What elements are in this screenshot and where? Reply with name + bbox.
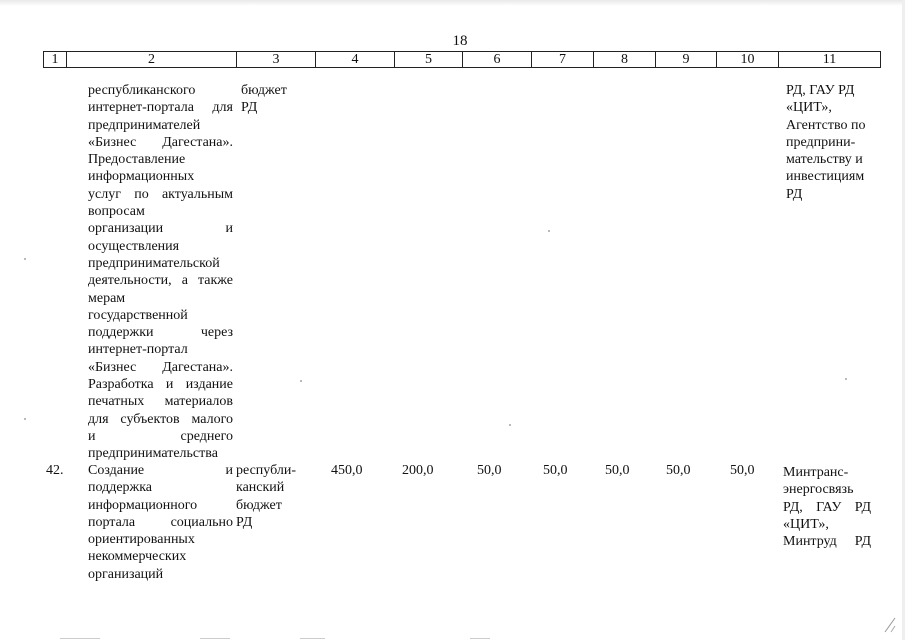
funding-line: бюджет xyxy=(236,497,282,513)
continued-row-executors xyxy=(786,82,882,203)
row-42-year-5: 50,0 xyxy=(666,463,691,478)
row-42-number: 42. xyxy=(46,463,64,478)
desc-line: поддержка xyxy=(88,480,153,496)
scan-speck xyxy=(548,230,550,232)
desc-line: организации и xyxy=(88,221,233,237)
scan-speck xyxy=(509,424,511,426)
executor-line: энергосвязь xyxy=(783,482,854,498)
funding-line: республи- xyxy=(236,463,296,478)
row-42-funding xyxy=(236,462,308,531)
desc-line: интернет-портал xyxy=(88,342,188,358)
row-42-year-4: 50,0 xyxy=(605,463,630,478)
bottom-scan-marks xyxy=(0,636,905,640)
row-42-description xyxy=(88,462,233,583)
header-col-11: 11 xyxy=(778,52,881,67)
desc-line: мерам xyxy=(88,290,126,306)
desc-line: и среднего xyxy=(88,428,233,444)
scan-speck xyxy=(24,258,26,260)
executor-line: Минтруд РД xyxy=(783,534,871,550)
desc-line: вопросам xyxy=(88,204,145,220)
executor-line: РД xyxy=(786,186,803,202)
desc-line: поддержки через xyxy=(88,325,233,341)
corner-scan-mark xyxy=(883,616,897,634)
executor-line: предприни- xyxy=(786,134,856,150)
funding-line: РД xyxy=(236,514,253,530)
desc-line: для субъектов малого xyxy=(88,411,233,427)
desc-line: деятельности, а также xyxy=(88,273,233,289)
scan-speck xyxy=(24,418,26,420)
row-42-year-3: 50,0 xyxy=(543,463,568,478)
header-col-4: 4 xyxy=(315,52,394,67)
header-col-6: 6 xyxy=(462,52,531,67)
executor-line: РД, ГАУ РД xyxy=(783,499,871,515)
desc-line: осуществления xyxy=(88,238,180,254)
row-42-executors xyxy=(783,464,871,550)
desc-line: предпринимательства xyxy=(88,446,218,462)
scan-edge-top xyxy=(0,0,905,6)
executor-line: «ЦИТ», xyxy=(783,516,829,532)
table-header-row xyxy=(43,51,881,68)
scan-speck xyxy=(300,380,302,382)
executor-line: Агентство по xyxy=(786,117,866,133)
row-42-total: 450,0 xyxy=(331,463,363,478)
header-col-9: 9 xyxy=(655,52,716,67)
desc-line: предпринимателей xyxy=(88,117,201,133)
row-42-year-2: 50,0 xyxy=(477,463,502,478)
desc-line: «Бизнес Дагестана». xyxy=(88,134,233,150)
scan-speck xyxy=(845,378,847,380)
continued-row-funding xyxy=(241,82,311,117)
desc-line: предпринимательской xyxy=(88,255,220,271)
desc-line: государственной xyxy=(88,307,188,323)
desc-line: «Бизнес Дагестана». xyxy=(88,359,233,375)
desc-line: информационного xyxy=(88,497,198,513)
desc-line: организаций xyxy=(88,566,164,582)
desc-line: информационных xyxy=(88,169,195,185)
desc-line: Предоставление xyxy=(88,152,186,168)
desc-line: услуг по актуальным xyxy=(88,186,233,202)
desc-line: некоммерческих xyxy=(88,549,187,565)
row-42-year-1: 200,0 xyxy=(402,463,434,478)
desc-line: печатных материалов xyxy=(88,394,233,410)
row-42-year-6: 50,0 xyxy=(730,463,755,478)
executor-line: Минтранс- xyxy=(783,465,849,480)
header-col-7: 7 xyxy=(531,52,593,67)
executor-line: РД, ГАУ РД xyxy=(786,83,855,98)
desc-line: ориентированных xyxy=(88,532,195,548)
funding-line: канский xyxy=(236,480,285,496)
desc-line: интернет-портала для xyxy=(88,100,233,116)
funding-line: РД xyxy=(241,100,258,116)
header-col-3: 3 xyxy=(236,52,315,67)
header-col-1: 1 xyxy=(43,52,66,67)
header-col-5: 5 xyxy=(394,52,462,67)
executor-line: «ЦИТ», xyxy=(786,100,832,116)
desc-line: республиканского xyxy=(88,83,196,98)
executor-line: инвестициям xyxy=(786,169,865,185)
page-number: 18 xyxy=(452,33,468,49)
header-col-2: 2 xyxy=(66,52,236,67)
desc-line: Создание и xyxy=(88,463,233,478)
continued-row-description xyxy=(88,82,233,463)
funding-line: бюджет xyxy=(241,83,287,98)
desc-line: Разработка и издание xyxy=(88,377,233,393)
desc-line: портала социально xyxy=(88,514,233,530)
executor-line: мательству и xyxy=(786,152,863,168)
header-col-10: 10 xyxy=(716,52,778,67)
header-col-8: 8 xyxy=(593,52,655,67)
